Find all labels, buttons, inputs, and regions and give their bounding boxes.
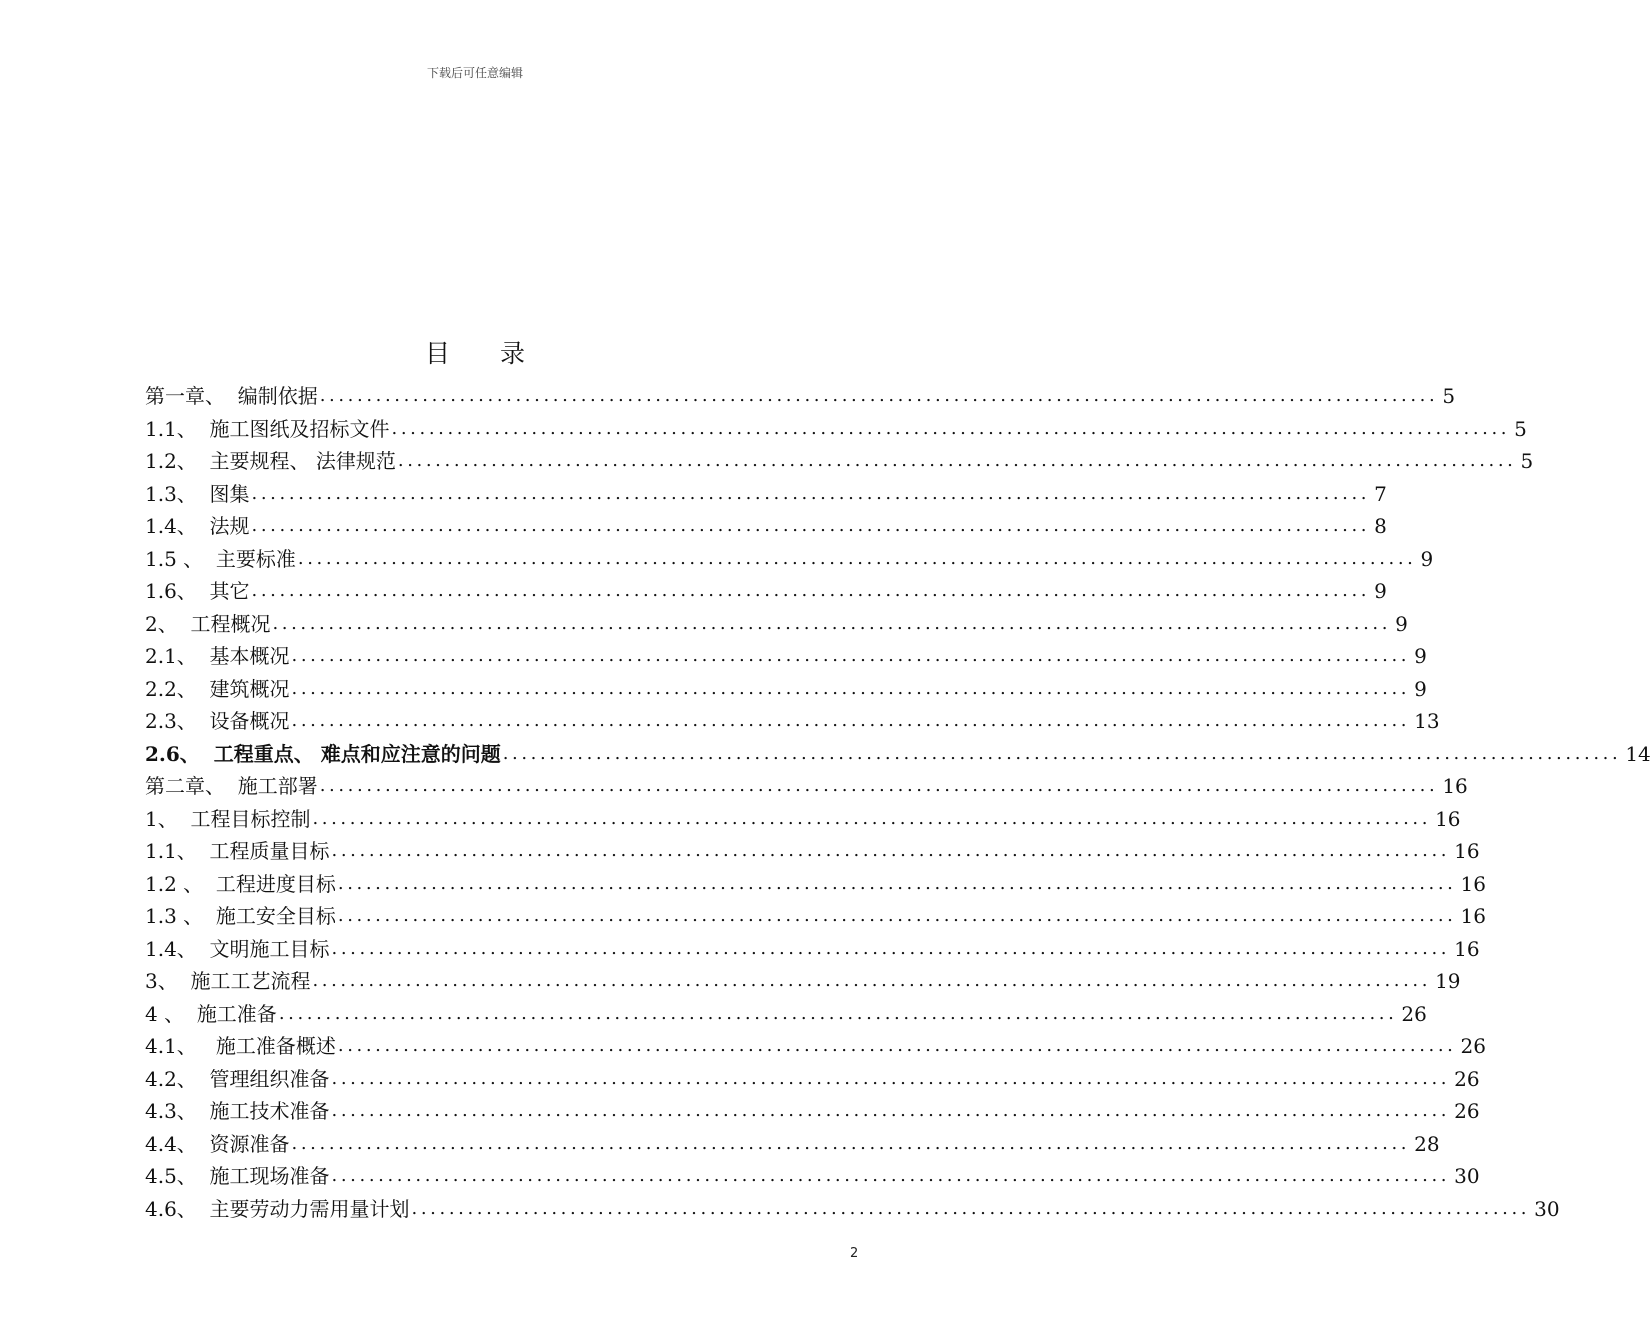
page-number: 2: [850, 1246, 859, 1261]
toc-entry-leader: ........................................................................................................................: [278, 1002, 1398, 1024]
toc-entry-page: 9: [1395, 611, 1408, 636]
toc-entry[interactable]: [145, 543, 1434, 576]
toc-entry-leader: ........................................................................................................................: [319, 775, 1439, 796]
toc-entry-page: 26: [1460, 1034, 1486, 1058]
toc-entry-number: 1.4、: [145, 514, 197, 538]
toc-entry-leader: ........................................................................................................................: [251, 515, 1371, 536]
toc-entry-page: 5: [1520, 449, 1534, 473]
toc-entry-leader: ........................................................................................................................: [251, 580, 1371, 601]
toc-entry-title: 资源准备: [209, 1131, 290, 1156]
toc-entry-leader: ........................................................................................................................: [337, 872, 1457, 894]
toc-entry-title: 施工准备概述: [215, 1034, 336, 1058]
toc-entry-title: 主要规程、 法律规范: [209, 449, 396, 473]
toc-entry-leader: ........................................................................................................................: [291, 710, 1411, 731]
toc-entry-page: 30: [1454, 1164, 1480, 1188]
toc-entry-title: 法规: [209, 514, 250, 538]
toc-entry-number: 3、: [145, 969, 178, 993]
toc-entry-page: 9: [1420, 546, 1434, 571]
toc-entry-spacer: [197, 673, 210, 706]
toc-entry-number: 4.1、: [145, 1034, 197, 1058]
toc-entry-page: 16: [1460, 871, 1486, 896]
toc-entry-title: 编制依据: [237, 384, 318, 408]
toc-entry-spacer: [178, 803, 191, 836]
toc-entry-number: 2.3、: [145, 709, 197, 733]
toc-entry-spacer: [197, 1095, 210, 1128]
toc-entry-spacer: [197, 1160, 210, 1193]
toc-entry-leader: ........................................................................................................................: [297, 547, 1417, 569]
toc-entry-number: 1.3、: [145, 481, 197, 506]
toc-entry-leader: ........................................................................................................................: [291, 677, 1411, 699]
toc-entry-leader: ........................................................................................................................: [312, 970, 1432, 991]
toc-entry-leader: ........................................................................................................................: [272, 612, 1392, 634]
toc-entry[interactable]: [145, 933, 1480, 966]
table-of-contents: [145, 380, 1651, 1225]
toc-entry[interactable]: [145, 965, 1461, 998]
toc-title: [0, 334, 950, 370]
toc-entry-title: 工程重点、 难点和应注意的问题: [213, 741, 501, 766]
toc-entry-number: 4.2、: [145, 1066, 197, 1091]
toc-entry-title: 基本概况: [209, 644, 290, 668]
toc-entry-spacer: [225, 770, 238, 803]
toc-entry[interactable]: [145, 1160, 1480, 1193]
toc-entry-title: 施工部署: [237, 774, 318, 798]
toc-entry[interactable]: [145, 510, 1387, 543]
toc-entry-spacer: [200, 738, 214, 771]
toc-entry-spacer: [178, 965, 191, 998]
toc-entry[interactable]: [145, 835, 1480, 868]
toc-entry-title: 施工工艺流程: [190, 969, 311, 993]
toc-entry[interactable]: [145, 1063, 1480, 1096]
toc-entry[interactable]: [145, 575, 1387, 608]
toc-entry-number: 4.4、: [145, 1131, 197, 1156]
toc-entry-spacer: [197, 705, 210, 738]
toc-entry-number: 2.2、: [145, 676, 197, 701]
toc-entry-page: 16: [1435, 806, 1461, 831]
toc-entry-number: 1.5 、: [145, 546, 204, 571]
toc-entry-title: 主要标准: [215, 546, 296, 571]
toc-entry-number: 第二章、: [145, 774, 225, 798]
toc-entry[interactable]: [145, 998, 1427, 1031]
toc-entry-number: 2.6、: [145, 741, 200, 766]
toc-entry[interactable]: [145, 803, 1461, 836]
toc-entry[interactable]: [145, 705, 1440, 738]
toc-entry-number: 1.2 、: [145, 871, 204, 896]
toc-entry[interactable]: [145, 1095, 1480, 1128]
toc-entry-number: 4.6、: [145, 1196, 197, 1221]
toc-entry-spacer: [178, 608, 191, 641]
toc-entry-leader: ........................................................................................................................: [319, 385, 1439, 406]
toc-entry-page: 26: [1401, 1001, 1427, 1026]
toc-entry-spacer: [197, 1030, 216, 1063]
toc-entry-spacer: [197, 640, 210, 673]
toc-entry-number: 4.5、: [145, 1164, 197, 1188]
toc-entry-number: 1.3 、: [145, 904, 204, 928]
toc-entry-spacer: [203, 543, 216, 576]
toc-entry-leader: ........................................................................................................................: [331, 1100, 1451, 1121]
toc-entry-number: 第一章、: [145, 384, 225, 408]
toc-entry-page: 5: [1442, 384, 1456, 408]
toc-entry-leader: ........................................................................................................................: [291, 645, 1411, 666]
toc-entry-title: 工程概况: [190, 611, 271, 636]
toc-entry-spacer: [197, 478, 210, 511]
toc-entry[interactable]: [145, 1193, 1560, 1226]
toc-entry-page: 13: [1414, 709, 1440, 733]
toc-entry[interactable]: [145, 608, 1408, 641]
toc-entry[interactable]: [145, 673, 1427, 706]
toc-entry-spacer: [197, 445, 210, 478]
toc-entry-page: 8: [1374, 514, 1387, 538]
toc-entry[interactable]: [145, 868, 1486, 901]
toc-entry-leader: ........................................................................................................................: [331, 937, 1451, 959]
toc-entry-title: 文明施工目标: [209, 936, 330, 961]
toc-entry-title: 施工图纸及招标文件: [209, 416, 390, 441]
toc-entry-page: 16: [1454, 839, 1480, 863]
toc-entry[interactable]: [145, 1128, 1440, 1161]
toc-entry-title: 建筑概况: [209, 676, 290, 701]
toc-entry-page: 26: [1454, 1099, 1480, 1123]
toc-entry-leader: ........................................................................................................................: [391, 417, 1511, 439]
toc-entry-spacer: [203, 900, 216, 933]
toc-entry-spacer: [197, 1128, 210, 1161]
toc-title-char-2: 录: [500, 339, 526, 368]
toc-entry-page: 5: [1514, 416, 1527, 441]
toc-entry[interactable]: [145, 380, 1456, 413]
toc-entry-page: 19: [1435, 969, 1461, 993]
toc-entry-page: 30: [1534, 1196, 1560, 1221]
toc-entry-number: 1.1、: [145, 416, 197, 441]
toc-entry-title: 施工技术准备: [209, 1099, 330, 1123]
toc-entry-leader: ........................................................................................................................: [397, 450, 1517, 471]
toc-entry-page: 16: [1460, 904, 1486, 928]
toc-entry-title: 施工现场准备: [209, 1164, 330, 1188]
toc-entry-leader: ........................................................................................................................: [251, 482, 1371, 504]
toc-entry-title: 图集: [209, 481, 250, 506]
toc-entry-title: 工程目标控制: [190, 806, 311, 831]
toc-entry-title: 其它: [209, 579, 250, 603]
toc-entry-number: 1.6、: [145, 579, 197, 603]
toc-entry-leader: ........................................................................................................................: [331, 1067, 1451, 1089]
toc-title-char-1: 目: [424, 339, 450, 368]
toc-entry-spacer: [225, 380, 238, 413]
toc-entry[interactable]: [145, 1030, 1486, 1063]
toc-entry[interactable]: [145, 478, 1387, 511]
toc-entry-title: 主要劳动力需用量计划: [209, 1196, 410, 1221]
toc-entry-title: 施工准备: [196, 1001, 277, 1026]
toc-entry-spacer: [184, 998, 197, 1031]
toc-entry-leader: ........................................................................................................................: [331, 840, 1451, 861]
toc-entry-number: 1、: [145, 806, 178, 831]
toc-entry-leader: ........................................................................................................................: [337, 905, 1457, 926]
toc-entry-number: 4 、: [145, 1001, 185, 1026]
toc-entry-page: 7: [1374, 481, 1387, 506]
toc-entry-title: 设备概况: [209, 709, 290, 733]
toc-entry-title: 工程质量目标: [209, 839, 330, 863]
toc-entry-leader: ........................................................................................................................: [337, 1035, 1457, 1056]
toc-entry-page: 9: [1414, 644, 1427, 668]
toc-entry-page: 16: [1454, 936, 1480, 961]
toc-entry-page: 9: [1374, 579, 1387, 603]
toc-entry-leader: ........................................................................................................................: [502, 742, 1622, 764]
toc-entry-page: 16: [1442, 774, 1468, 798]
toc-entry-number: 1.2、: [145, 449, 197, 473]
toc-entry-number: 1.4、: [145, 936, 197, 961]
toc-entry-spacer: [197, 510, 210, 543]
toc-entry-spacer: [197, 1193, 210, 1226]
toc-entry-leader: ........................................................................................................................: [331, 1165, 1451, 1186]
toc-entry-spacer: [197, 413, 210, 446]
toc-entry-spacer: [203, 868, 216, 901]
toc-entry-title: 工程进度目标: [215, 871, 336, 896]
toc-entry-page: 9: [1414, 676, 1427, 701]
toc-entry[interactable]: [145, 445, 1534, 478]
toc-entry-spacer: [197, 933, 210, 966]
toc-entry-spacer: [197, 835, 210, 868]
toc-entry-page: 26: [1454, 1066, 1480, 1091]
toc-entry-title: 施工安全目标: [215, 904, 336, 928]
toc-entry[interactable]: [145, 770, 1468, 803]
toc-entry-page: 14: [1625, 741, 1651, 766]
toc-entry-leader: ........................................................................................................................: [291, 1132, 1411, 1154]
toc-entry-number: 2、: [145, 611, 178, 636]
toc-entry-number: 4.3、: [145, 1099, 197, 1123]
toc-entry-number: 2.1、: [145, 644, 197, 668]
toc-entry[interactable]: [145, 413, 1527, 446]
toc-entry[interactable]: [145, 738, 1651, 771]
toc-entry[interactable]: [145, 900, 1486, 933]
toc-entry-leader: ........................................................................................................................: [312, 807, 1432, 829]
toc-entry-title: 管理组织准备: [209, 1066, 330, 1091]
toc-entry-page: 28: [1414, 1131, 1440, 1156]
toc-entry-spacer: [197, 1063, 210, 1096]
toc-entry-spacer: [197, 575, 210, 608]
page-header: 下载后可任意编辑: [426, 66, 523, 80]
toc-entry[interactable]: [145, 640, 1427, 673]
toc-entry-number: 1.1、: [145, 839, 197, 863]
toc-entry-leader: ........................................................................................................................: [411, 1197, 1531, 1219]
